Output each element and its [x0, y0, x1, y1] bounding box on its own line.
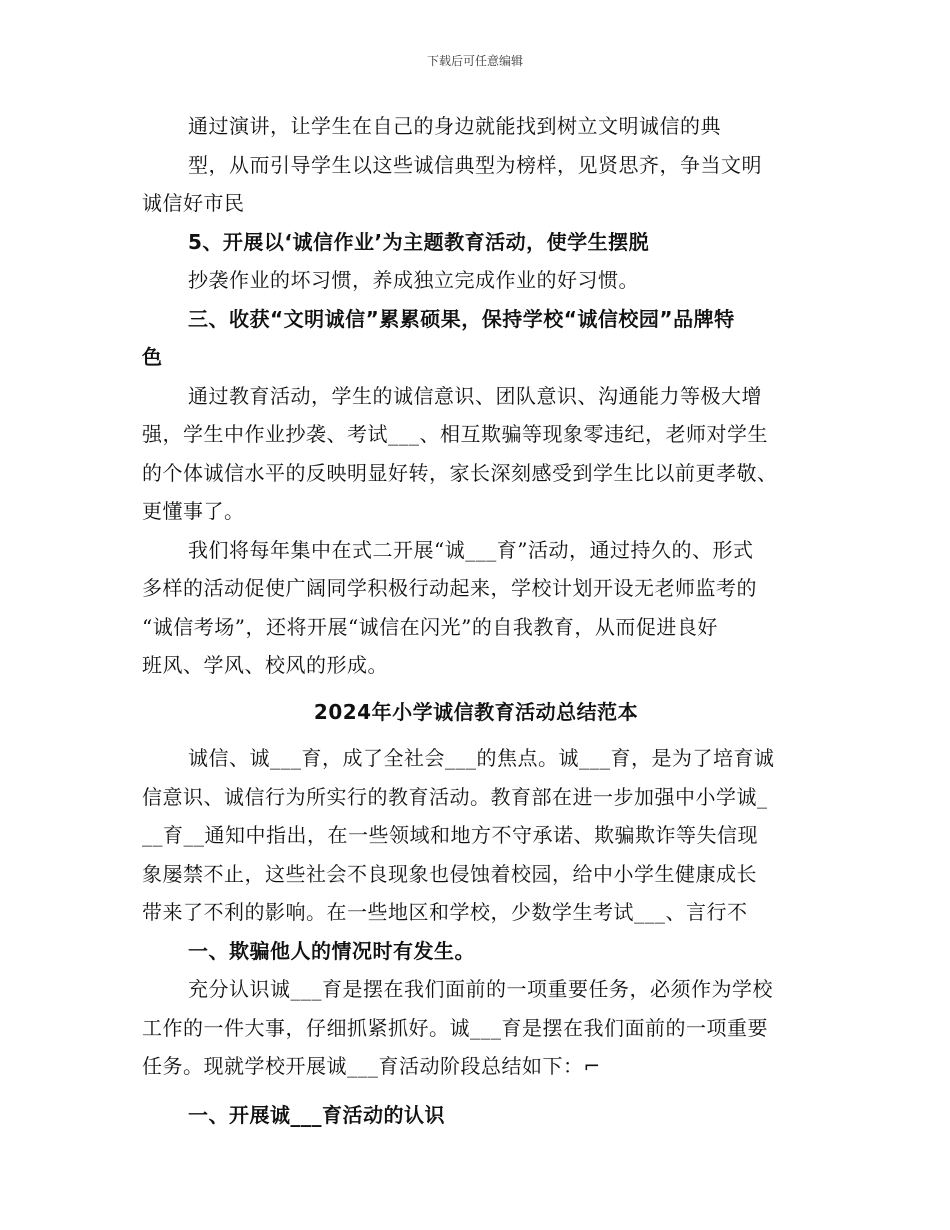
paragraph-line: 带来了不利的影响。在一些地区和学校，少数学生考试___、言行不	[142, 900, 748, 924]
paragraph-line: 象屡禁不止，这些社会不良现象也侵蚀着校园，给中小学生健康成长	[142, 861, 757, 886]
paragraph-line: 通过演讲，让学生在自己的身边就能找到树立文明诚信的典	[188, 114, 721, 138]
section-heading: 5、开展以‘诚信作业’为主题教育活动，使学生摆脱	[188, 229, 650, 254]
paragraph-line: 诚信好市民	[142, 191, 245, 215]
paragraph-line: 班风、学风、校风的形成。	[142, 653, 388, 677]
section-heading: 一、开展诚___育活动的认识	[188, 1102, 445, 1127]
paragraph-line: 工作的一件大事，仔细抓紧抓好。诚___育是摆在我们面前的一项重要	[142, 1015, 768, 1040]
paragraph-line: 更懂事了。	[142, 499, 245, 523]
document-body	[142, 107, 810, 1134]
paragraph-line: 抄袭作业的坏习惯，养成独立完成作业的好习惯。	[188, 268, 639, 292]
paragraph-line: 我们将每年集中在式二开展“诚___育”活动，通过持久的、形式	[188, 537, 754, 562]
section-heading: 色	[142, 345, 163, 369]
paragraph-line: 的个体诚信水平的反映明显好转，家长深刻感受到学生比以前更孝敬、	[142, 460, 778, 485]
paragraph-line: 强，学生中作业抄袭、考试___、相互欺骗等现象零违纪，老师对学生	[142, 422, 768, 446]
paragraph-line: 多样的活动促使广阔同学积极行动起来，学校计划开设无老师监考的	[142, 576, 757, 600]
paragraph-line: 信意识、诚信行为所实行的教育活动。教育部在进一步加强中小学诚_	[142, 784, 768, 809]
paragraph-line: 型，从而引导学生以这些诚信典型为榜样，见贤思齐，争当文明	[188, 152, 762, 177]
paragraph-line: 诚信、诚___育，成了全社会___的焦点。诚___育，是为了培育诚	[188, 746, 775, 770]
document-title: 2024年小学诚信教育活动总结范本	[313, 699, 639, 724]
paragraph-line: 通过教育活动，学生的诚信意识、团队意识、沟通能力等极大增	[188, 383, 762, 408]
paragraph-line: “诚信考场”，还将开展“诚信在闪光”的自我教育，从而促进良好	[142, 614, 718, 639]
paragraph-line: 充分认识诚___育是摆在我们面前的一项重要任务，必须作为学校	[188, 977, 773, 1001]
paragraph-line: 任务。现就学校开展诚___育活动阶段总结如下：⌐	[142, 1054, 601, 1078]
page-header: 下载后可任意编辑	[426, 54, 523, 68]
paragraph-line: __育__通知中指出，在一些领域和地方不守承诺、欺骗欺诈等失信现	[142, 823, 758, 847]
section-heading: 三、收获“文明诚信”累累硕果，保持学校“诚信校园”品牌特	[188, 306, 735, 331]
section-heading: 一、欺骗他人的情况时有发生。	[188, 938, 475, 963]
